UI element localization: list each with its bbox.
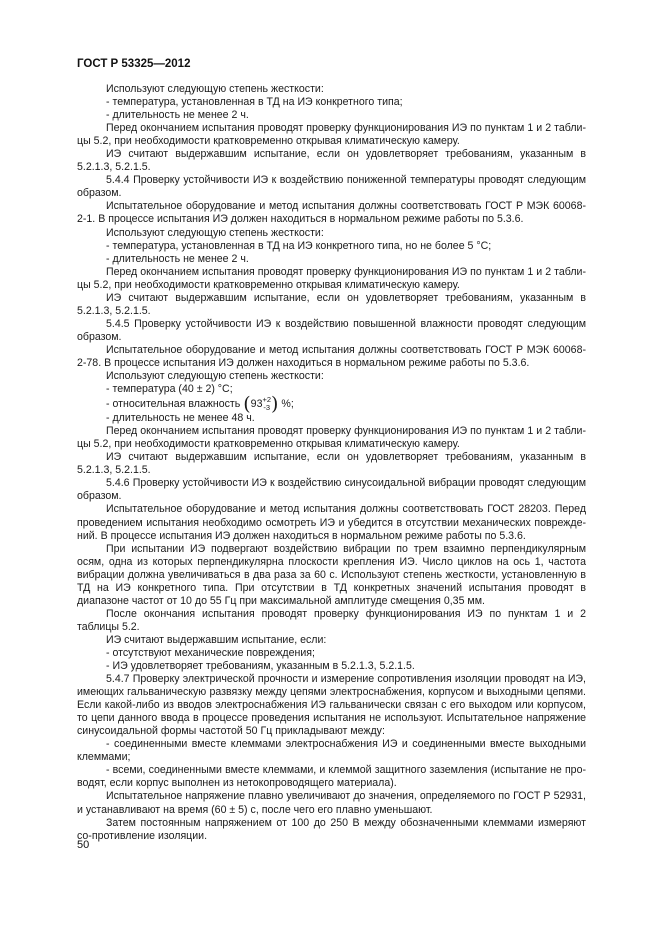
paragraph: Испытательное напряжение плавно увеличивают до значения, определяемого по ГОСТ Р 52931, и устанавливают на время (60 ± 5) с, после чего его плавно уменьшают.: [77, 790, 586, 816]
paragraph: - температура, установленная в ТД на ИЭ конкретного типа;: [106, 96, 403, 109]
document-body: [77, 83, 586, 843]
paragraph: - всеми, соединенными вместе клеммами, и клеммой защитного заземления (испытание не про-водят, если корпус выполнен из нетокопроводящего материала).: [77, 764, 586, 790]
paragraph: ИЭ считают выдержавшим испытание, если он удовлетворяет требованиям, указанным в 5.2.1.3, 5.2.1.5.: [77, 451, 586, 477]
paragraph: - ИЭ удовлетворяет требованиям, указанным в 5.2.1.3, 5.2.1.5.: [106, 660, 415, 673]
paragraph-group-2: [77, 412, 586, 843]
paragraph: При испытании ИЭ подвергают воздействию вибрации по трем взаимно перпендикулярным осям, одна из которых перпендикулярна плоскости крепления ИЭ. Число циклов на ось 1, частота вибрации должна увеличиваться в два раза за 60 с. Используют степень жесткости, установленную в ТД на ИЭ конкретного типа. При отсутствии в ТД конкретных значений испытания проводят в диапазоне частот от 10 до 55 Гц при максимальной амплитуде смещения 0,35 мм.: [77, 542, 586, 607]
paragraph: После окончания испытания проводят проверку функционирования ИЭ по пунктам 1 и 2 таблицы 5.2.: [77, 607, 586, 633]
humidity-tolerance-minus: -3: [263, 403, 271, 413]
paragraph: - длительность не менее 2 ч.: [106, 252, 249, 265]
standard-header: ГОСТ Р 53325—2012: [77, 58, 191, 70]
paragraph: - температура (40 ± 2) °С;: [106, 383, 233, 396]
paragraph: - длительность не менее 2 ч.: [106, 109, 249, 122]
paragraph: Перед окончанием испытания проводят проверку функционирования ИЭ по пунктам 1 и 2 табли-цы 5.2, при необходимости кратковременно открывая климатическую камеру.: [77, 265, 586, 291]
paragraph: 5.4.7 Проверку электрической прочности и измерение сопротивления изоляции проводят на ИЭ, имеющих гальваническую развязку между цепями электроснабжения, корпусом и выходными цепями. Если какой-либо из вводов электроснабжения ИЭ гальванически связан с его выходом или корпусом, то цепи данного ввода в процессе проведения испытания не используют. Испытательное напряжение синусоидальной формы частотой 50 Гц прикладывают между:: [77, 673, 586, 738]
paragraph: Затем постоянным напряжением от 100 до 250 В между обозначенными клеммами измеряют со-противление изоляции.: [77, 816, 586, 842]
humidity-suffix: %;: [281, 397, 294, 410]
paragraph: Перед окончанием испытания проводят проверку функционирования ИЭ по пунктам 1 и 2 табли-цы 5.2, при необходимости кратковременно открывая климатическую камеру.: [77, 425, 586, 451]
paragraph: ИЭ считают выдержавшим испытание, если он удовлетворяет требованиям, указанным в 5.2.1.3, 5.2.1.5.: [77, 291, 586, 317]
paragraph: - отсутствуют механические повреждения;: [106, 646, 315, 659]
humidity-number: 93: [250, 397, 263, 410]
paragraph: Используют следующую степень жесткости:: [106, 83, 324, 95]
paragraph: Испытательное оборудование и метод испытания должны соответствовать ГОСТ 28203. Перед проведением испытания необходимо осмотреть ИЭ и убедится в отсутствии механических поврежде-ний. В процессе испытания ИЭ должен находиться в нормальном режиме работы по 5.3.6.: [77, 503, 586, 542]
humidity-prefix: - относительная влажность: [106, 397, 241, 410]
paragraph: - соединенными вместе клеммами электроснабжения ИЭ и соединенными вместе выходными клеммами;: [77, 738, 586, 764]
paragraph: 5.4.4 Проверку устойчивости ИЭ к воздействию пониженной температуры проводят следующим образом.: [77, 174, 586, 200]
humidity-line: [77, 392, 586, 415]
paragraph: ИЭ считают выдержавшим испытание, если:: [106, 633, 327, 646]
paragraph: Испытательное оборудование и метод испытания должны соответствовать ГОСТ Р МЭК 60068-2-1. В процессе испытания ИЭ должен находиться в нормальном режиме работы по 5.3.6.: [77, 200, 586, 226]
page-number: 50: [77, 839, 90, 851]
paragraph: - температура, установленная в ТД на ИЭ конкретного типа, но не более 5 °С;: [106, 239, 492, 252]
paragraph: 5.4.5 Проверку устойчивости ИЭ к воздействию повышенной влажности проводят следующим образом.: [77, 317, 586, 343]
paragraph: - длительность не менее 48 ч.: [106, 412, 255, 425]
paragraph: Используют следующую степень жесткости:: [106, 370, 324, 383]
humidity-value: (93 +2 -3 ): [243, 392, 279, 415]
paragraph: 5.4.6 Проверку устойчивости ИЭ к воздействию синусоидальной вибрации проводят следующим образом.: [77, 477, 586, 503]
humidity-tolerance: [262, 396, 271, 412]
paragraph: Перед окончанием испытания проводят проверку функционирования ИЭ по пунктам 1 и 2 табли-цы 5.2, при необходимости кратковременно открывая климатическую камеру.: [77, 122, 586, 148]
paragraph: Используют следующую степень жесткости:: [106, 226, 324, 239]
paragraph-group-1: [77, 83, 586, 396]
humidity-tolerance-plus: +2: [262, 395, 272, 405]
paragraph: Испытательное оборудование и метод испытания должны соответствовать ГОСТ Р МЭК 60068-2-78. В процессе испытания ИЭ должен находиться в нормальном режиме работы по 5.3.6.: [77, 343, 586, 369]
paragraph: ИЭ считают выдержавшим испытание, если он удовлетворяет требованиям, указанным в 5.2.1.3, 5.2.1.5.: [77, 148, 586, 174]
